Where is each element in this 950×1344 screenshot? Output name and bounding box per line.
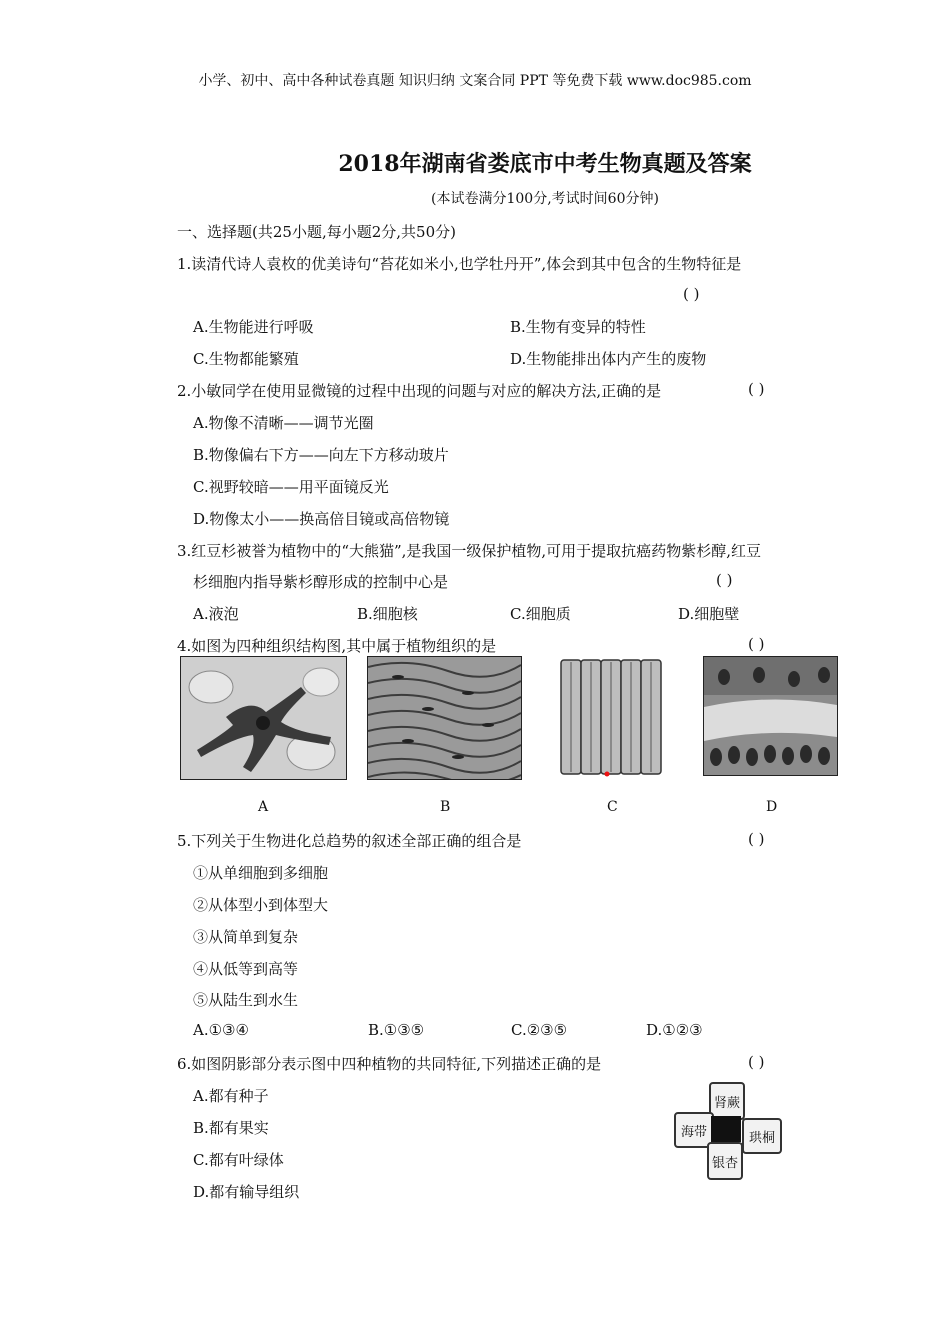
q6-option-a: A.都有种子 [193,1087,269,1105]
tissue-image-a [180,656,347,780]
q1-option-c: C.生物都能繁殖 [193,350,299,368]
q5-statement-5: ⑤从陆生到水生 [193,991,299,1009]
q5-statement-3: ③从简单到复杂 [193,928,299,946]
plant-box-bottom: 银杏 [707,1142,743,1180]
page-title: 2018年湖南省娄底市中考生物真题及答案 [338,151,752,177]
tissue-image-d [703,656,838,776]
exam-subtitle: (本试卷满分100分,考试时间60分钟) [431,191,659,207]
q5-option-a: A.①③④ [193,1021,249,1039]
image-label-b: B [440,799,451,815]
plant-box-right: 珙桐 [742,1118,782,1154]
q2-option-d: D.物像太小——换高倍目镜或高倍物镜 [193,510,450,528]
site-header: 小学、初中、高中各种试卷真题 知识归纳 文案合同 PPT 等免费下载 www.doc985.com [198,73,752,89]
image-label-a: A [258,799,269,815]
q2-option-c: C.视野较暗——用平面镜反光 [193,478,389,496]
q3-answer-blank: ( ) [716,571,733,589]
q5-statement-1: ①从单细胞到多细胞 [193,864,329,882]
q6-option-d: D.都有输导组织 [193,1183,300,1201]
q5-stem: 5.下列关于生物进化总趋势的叙述全部正确的组合是 [177,832,522,850]
image-label-c: C [607,799,618,815]
q2-stem: 2.小敏同学在使用显微镜的过程中出现的问题与对应的解决方法,正确的是 [177,382,662,400]
q1-stem: 1.读清代诗人袁枚的优美诗句“苔花如米小,也学牡丹开”,体会到其中包含的生物特征是 [177,255,742,273]
q5-option-c: C.②③⑤ [511,1021,568,1039]
q6-answer-blank: ( ) [748,1053,765,1071]
q4-answer-blank: ( ) [748,635,765,653]
q6-stem: 6.如图阴影部分表示图中四种植物的共同特征,下列描述正确的是 [177,1055,602,1073]
tissue-image-b [367,656,522,780]
q6-option-b: B.都有果实 [193,1119,269,1137]
q2-answer-blank: ( ) [748,380,765,398]
q5-statement-2: ②从体型小到体型大 [193,896,329,914]
q6-option-c: C.都有叶绿体 [193,1151,284,1169]
q5-statement-4: ④从低等到高等 [193,960,299,978]
section-heading: 一、选择题(共25小题,每小题2分,共50分) [177,223,456,241]
q2-option-a: A.物像不清晰——调节光圈 [193,414,374,432]
q3-option-c: C.细胞质 [510,605,571,623]
q4-stem: 4.如图为四种组织结构图,其中属于植物组织的是 [177,637,497,655]
plant-box-left: 海带 [674,1112,714,1148]
q3-option-d: D.细胞壁 [678,605,740,623]
q1-option-a: A.生物能进行呼吸 [193,318,314,336]
tissue-image-c [557,656,665,778]
q2-option-b: B.物像偏右下方——向左下方移动玻片 [193,446,449,464]
q5-answer-blank: ( ) [748,830,765,848]
image-label-d: D [766,799,778,815]
q3-option-a: A.液泡 [193,605,239,623]
q1-answer-blank: ( ) [683,285,700,303]
plant-box-top: 肾蕨 [709,1082,745,1120]
q3-stem-line2: 杉细胞内指导紫杉醇形成的控制中心是 [193,573,449,591]
q1-option-b: B.生物有变异的特性 [510,318,646,336]
shared-feature-shade [711,1116,741,1142]
q5-option-b: B.①③⑤ [368,1021,425,1039]
q3-stem-line1: 3.红豆杉被誉为植物中的“大熊猫”,是我国一级保护植物,可用于提取抗癌药物紫杉醇,红豆 [177,542,761,560]
q1-option-d: D.生物能排出体内产生的废物 [510,350,707,368]
q3-option-b: B.细胞核 [357,605,418,623]
q5-option-d: D.①②③ [646,1021,703,1039]
plant-cross-diagram [672,1080,782,1180]
